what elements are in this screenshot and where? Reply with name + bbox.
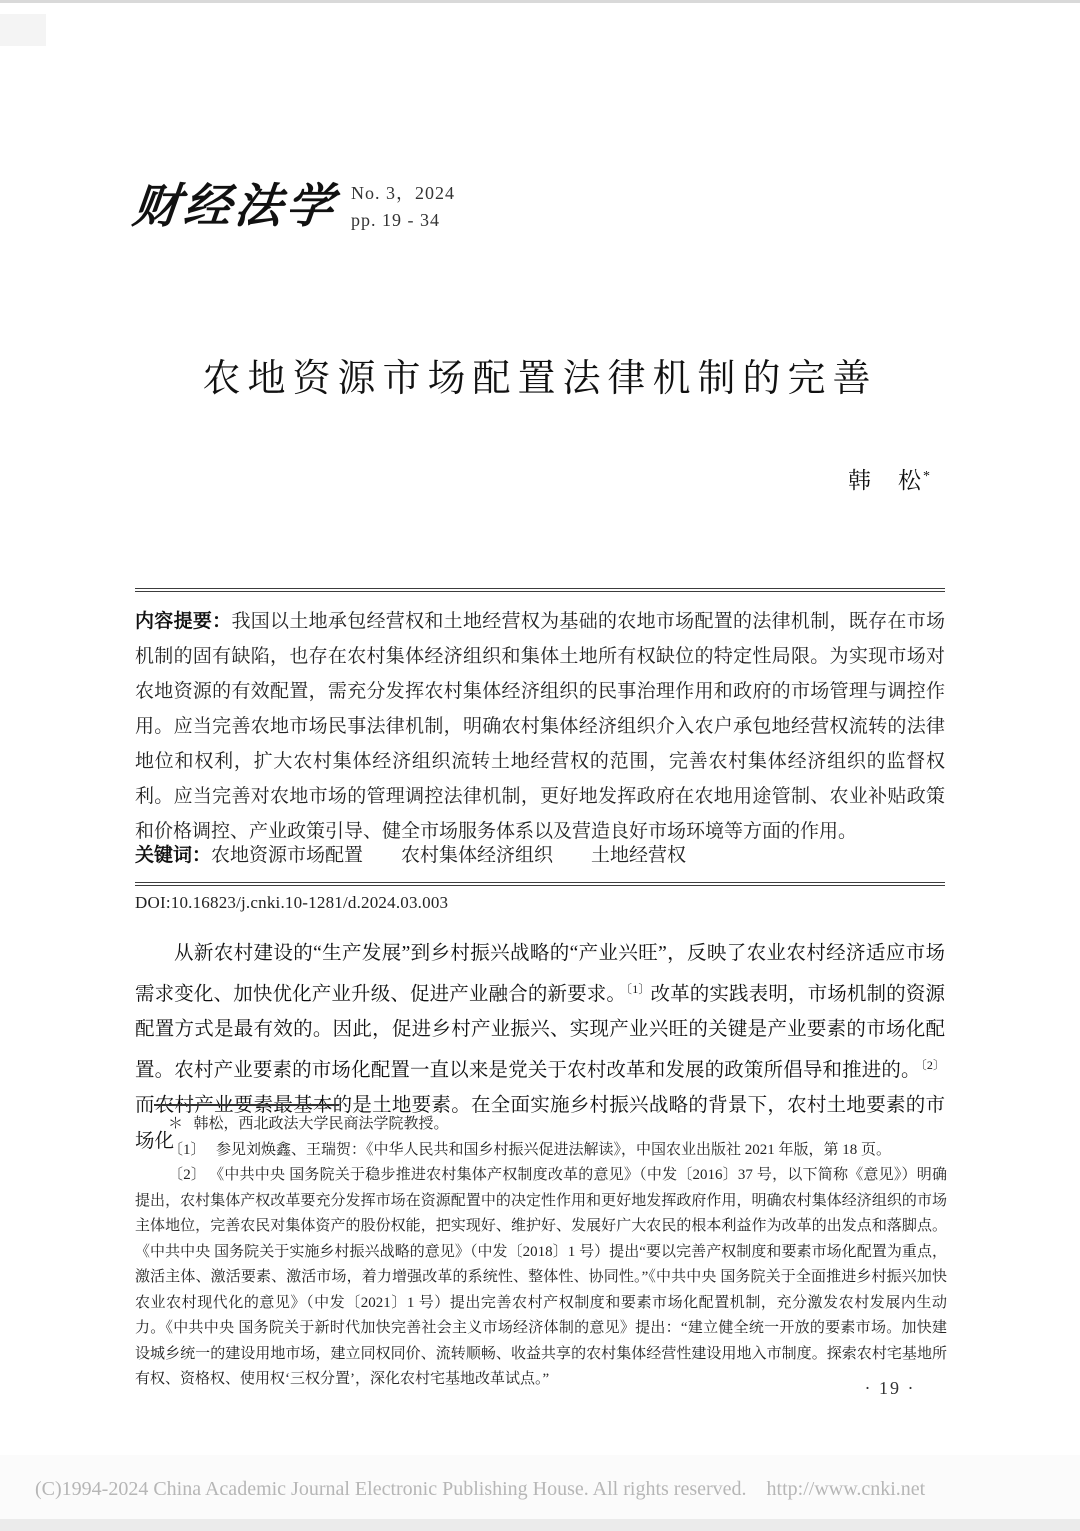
top-edge-strip <box>0 0 1080 3</box>
footnote-text: 韩松，西北政法大学民商法学院教授。 <box>193 1116 449 1132</box>
abstract-text: 我国以土地承包经营权和土地经营权为基础的农地市场配置的法律机制，既存在市场机制的固有缺陷，也存在农村集体经济组织和集体土地所有权缺位的特定性局限。为实现市场对农地资源的有效配置，需充分发挥农村集体经济组织的民事治理作用和政府的市场管理与调控作用。应当完善农地市场民事法律机制，明确农村集体经济组织介入农户承包地经营权流转的法律地位和权利，扩大农村集体经济组织流转土地经营权的范围，完善农村集体经济组织的监督权利。应当完善对农地市场的管理调控法律机制，更好地发挥政府在农地用途管制、农业补贴政策和价格调控、产业政策引导、健全市场服务体系以及营造良好市场环境等方面的作用。 <box>135 611 945 842</box>
footnote-separator <box>154 1104 339 1106</box>
abstract-block <box>135 604 945 849</box>
journal-issue: No. 3，2024 <box>351 183 455 203</box>
body-segment: 改革的实践表明，市场机制的资源配置方式是最有效的。因此，促进乡村产业振兴、实现产业兴旺的关键是产业要素的市场化配置。农村产业要素的市场化配置一直以来是党关于农村改革和发展的政策所倡导和推进的。 <box>135 983 945 1081</box>
keywords-line <box>135 838 945 873</box>
author-affiliation-mark: * <box>923 469 932 484</box>
body-segment: 从新农村建设的“生产发展”到乡村振兴战略的“产业兴旺”，反映了农业农村经济适应市场需求变化、加快优化产业升级、促进产业融合的新要求。 <box>135 943 945 1005</box>
footnote-1 <box>135 1138 947 1164</box>
body-segment: 而农村产业要素最基本的是土地要素。在全面实施乡村振兴战略的背景下，农村土地要素的市场化 <box>135 1095 945 1152</box>
scan-artifact <box>0 14 46 46</box>
footnote-text: 《中共中央 国务院关于稳步推进农村集体产权制度改革的意见》（中发〔2016〕37 号，以下简称《意见》）明确提出，农村集体产权改革要充分发挥市场在资源配置中的决定性作用和更好地发挥政府作用，明确农村集体经济组织的市场主体地位，完善农民对集体资产的股份权能，把实现好、维护好、发展好广大农民的根本利益作为改革的出发点和落脚点。《中共中央 国务院关于实施乡村振兴战略的意见》（中发〔2018〕1 号）提出“要以完善产权制度和要素市场化配置为重点，激活主体、激活要素、激活市场，着力增强改革的系统性、整体性、协同性。”《中共中央 国务院关于全面推进乡村振兴加快农业农村现代化的意见》（中发〔2021〕1 号）提出完善农村产权制度和要素市场化配置机制，充分激发农村发展内生动力。《中共中央 国务院关于新时代加快完善社会主义市场经济体制的意见》提出：“建立健全统一开放的要素市场。加快建设城乡统一的建设用地市场，建立同权同价、流转顺畅、收益共享的农村集体经营性建设用地入市制度。探索农村宅基地所有权、资格权、使用权‘三权分置’，深化农村宅基地改革试点。” <box>135 1167 947 1387</box>
copyright-notice: (C)1994-2024 China Academic Journal Electronic Publishing House. All rights reserved. http://www.cnki.net <box>35 1478 926 1500</box>
footnote-ref-2: 〔2〕 <box>920 1057 945 1072</box>
footnote-2 <box>135 1163 947 1393</box>
keyword-item: 农地资源市场配置 <box>211 845 364 866</box>
page-number: · 19 · <box>864 1378 916 1398</box>
article-title: 农地资源市场配置法律机制的完善 <box>202 358 878 400</box>
footnote-marker: ＊ <box>168 1116 184 1132</box>
footnote-ref-1: 〔1〕 <box>626 981 651 996</box>
journal-header <box>130 176 455 238</box>
journal-issue-info <box>351 176 455 234</box>
article-author <box>848 462 932 495</box>
bottom-edge-strip <box>0 1519 1080 1531</box>
journal-name: 财经法学 <box>130 181 340 233</box>
footnote-text: 参见刘焕鑫、王瑞贺：《中华人民共和国乡村振兴促进法解读》，中国农业出版社 2021 年版，第 18 页。 <box>216 1141 892 1158</box>
journal-page-range: pp. 19 - 34 <box>351 210 440 230</box>
footnote-marker: 〔2〕 <box>168 1167 207 1183</box>
abstract-top-rule <box>135 588 945 592</box>
author-name: 韩 松 <box>848 468 923 493</box>
keywords-label: 关键词： <box>135 845 212 866</box>
keyword-item: 土地经营权 <box>591 845 687 866</box>
footnote-marker: 〔1〕 <box>168 1141 206 1158</box>
footnotes-block <box>135 1112 947 1393</box>
doi-line: DOI:10.16823/j.cnki.10-1281/d.2024.03.003 <box>135 893 449 912</box>
abstract-bottom-rule <box>135 882 945 886</box>
abstract-label: 内容提要： <box>135 611 232 632</box>
footnote-author <box>135 1112 947 1138</box>
keyword-item: 农村集体经济组织 <box>401 845 554 866</box>
